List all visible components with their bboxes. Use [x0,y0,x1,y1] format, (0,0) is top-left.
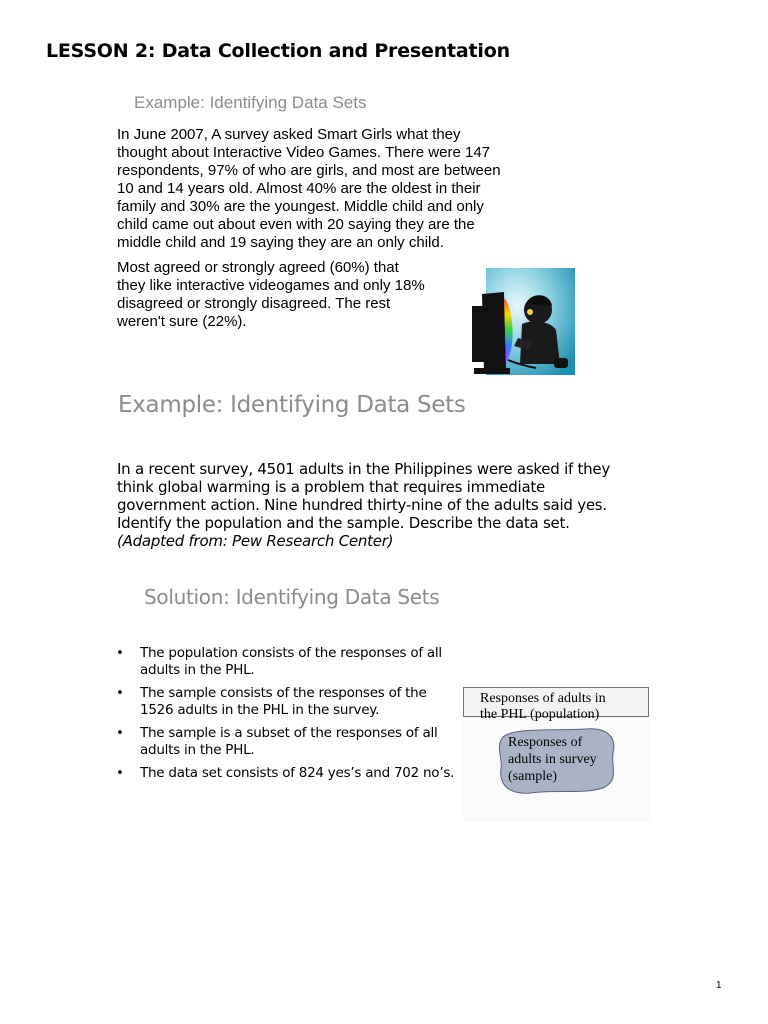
solution-bullet-list [116,645,456,788]
bullet-icon: • [116,765,124,781]
page-number: 1 [716,980,722,991]
example-paragraph-2: Most agreed or strongly agreed (60%) that they like interactive videogames and only 18% disagreed or strongly disagreed. The rest weren't sure (22%). [117,259,425,330]
bullet-icon: • [116,725,124,741]
page-title: LESSON 2: Data Collection and Presentation [46,40,510,62]
source-citation: (Adapted from: Pew Research Center) [117,532,394,550]
example-heading-2: Example: Identifying Data Sets [118,392,466,418]
example-paragraph-3: In a recent survey, 4501 adults in the Philippines were asked if they think global warming is a problem that requires immediate government action. Nine hundred thirty-nine of the adults said yes. Identify the population and the sample. Describe the data set. (Adapted from: Pew Research Center) [117,460,657,550]
bullet-icon: • [116,645,124,661]
population-box: Responses of adults in the PHL (population) [463,687,649,717]
bullet-icon: • [116,685,124,701]
video-gamer-illustration [470,268,575,375]
solution-heading: Solution: Identifying Data Sets [144,585,440,609]
list-item: • The sample is a subset of the responses of all adults in the PHL. [116,725,438,758]
list-item: • The data set consists of 824 yes’s and 702 no’s. [116,765,455,781]
list-item: • The sample consists of the responses of the 1526 adults in the PHL in the survey. [116,685,427,718]
list-item: • The population consists of the responses of all adults in the PHL. [116,645,442,678]
example-heading-1: Example: Identifying Data Sets [134,93,367,112]
sample-label: Responses of adults in survey (sample) [508,735,597,784]
example-paragraph-1: In June 2007, A survey asked Smart Girls what they thought about Interactive Video Games. There were 147 respondents, 97% of who are girls, and most are between 10 and 14 years old. Almost 40% are the oldest in their family and 30% are the youngest. Middle child and only child came out about even with 20 saying they are the middle child and 19 saying they are an only child. [117,126,501,251]
